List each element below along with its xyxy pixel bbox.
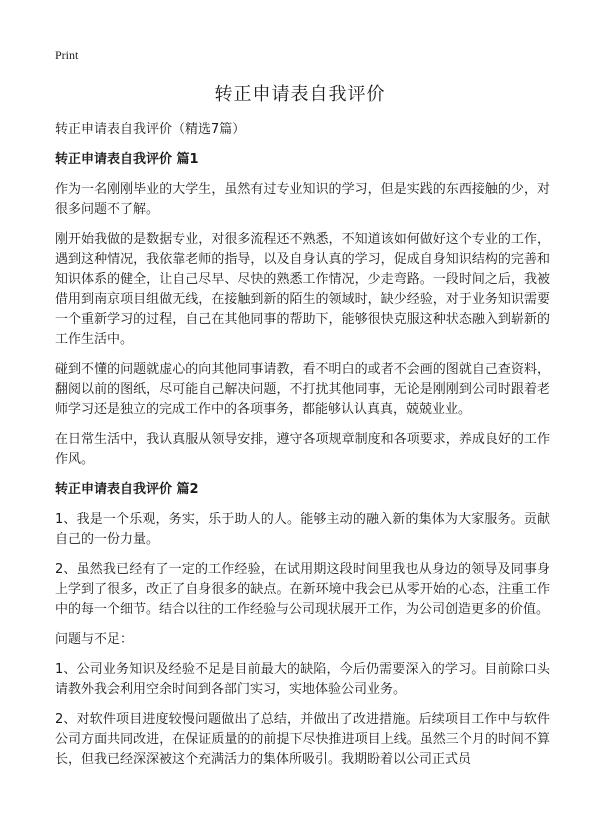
paragraph: 在日常生活中，我认真服从领导安排，遵守各项规章制度和各项要求，养成良好的工作作风。 (55, 432, 550, 467)
section-1 (55, 150, 550, 470)
document-body (55, 120, 550, 780)
paragraph: 问题与不足： (55, 632, 134, 647)
paragraph: 1、公司业务知识及经验不足是目前最大的缺陷，今后仍需要深入的学习。目前除口头请教外我会利用空余时间到各部门实习，实地体验公司业务。 (55, 662, 550, 697)
page-title: 转正申请表自我评价 (214, 84, 386, 105)
paragraph: 2、对软件项目进度较慢问题做出了总结，并做出了改进措施。后续项目工作中与软件公司方面共同改进，在保证质量的的前提下尽快推进项目上线。虽然三个月的时间不算长，但我已经深深被这个充满活力的集体所吸引。我期盼着以公司正式员 (55, 712, 550, 767)
section-heading: 转正申请表自我评价 篇1 (55, 152, 199, 167)
section-2 (55, 480, 550, 770)
document-subtitle: 转正申请表自我评价（精选7篇） (55, 122, 246, 137)
paragraph: 刚开始我做的是数据专业，对很多流程还不熟悉，不知道该如何做好这个专业的工作，遇到这种情况，我依靠老师的指导，以及自身认真的学习，促成自身知识结构的完善和知识体系的健全，让自己尽早、尽快的熟悉工作情况，少走弯路。一段时间之后，我被借用到南京项目组做无线，在接触到新的陌生的领域时，缺少经验，对于业务知识需要一个重新学习的过程，自己在其他同事的帮助下，能够很快克服这种状态融入到崭新的工作生活中。 (55, 232, 550, 347)
paragraph: 2、虽然我已经有了一定的工作经验，在试用期这段时间里我也从身边的领导及同事身上学到了很多，改正了自身很多的缺点。在新环境中我会已从零开始的心态，注重工作中的每一个细节。结合以往的工作经验与公司现状展开工作，为公司创造更多的价值。 (55, 562, 550, 617)
section-heading: 转正申请表自我评价 篇2 (55, 482, 199, 497)
paragraph: 碰到不懂的问题就虚心的向其他同事请教，看不明白的或者不会画的图就自己查资料，翻阅以前的图纸，尽可能自己解决问题，不打扰其他同事，无论是刚刚到公司时跟着老师学习还是独立的完成工作中的各项事务，都能够认认真真，兢兢业业。 (55, 362, 550, 417)
paragraph: 1、我是一个乐观，务实，乐于助人的人。能够主动的融入新的集体为大家服务。贡献自己的一份力量。 (55, 512, 550, 547)
print-link[interactable]: Print (55, 48, 79, 62)
paragraph: 作为一名刚刚毕业的大学生，虽然有过专业知识的学习，但是实践的东西接触的少，对很多问题不了解。 (55, 182, 550, 217)
